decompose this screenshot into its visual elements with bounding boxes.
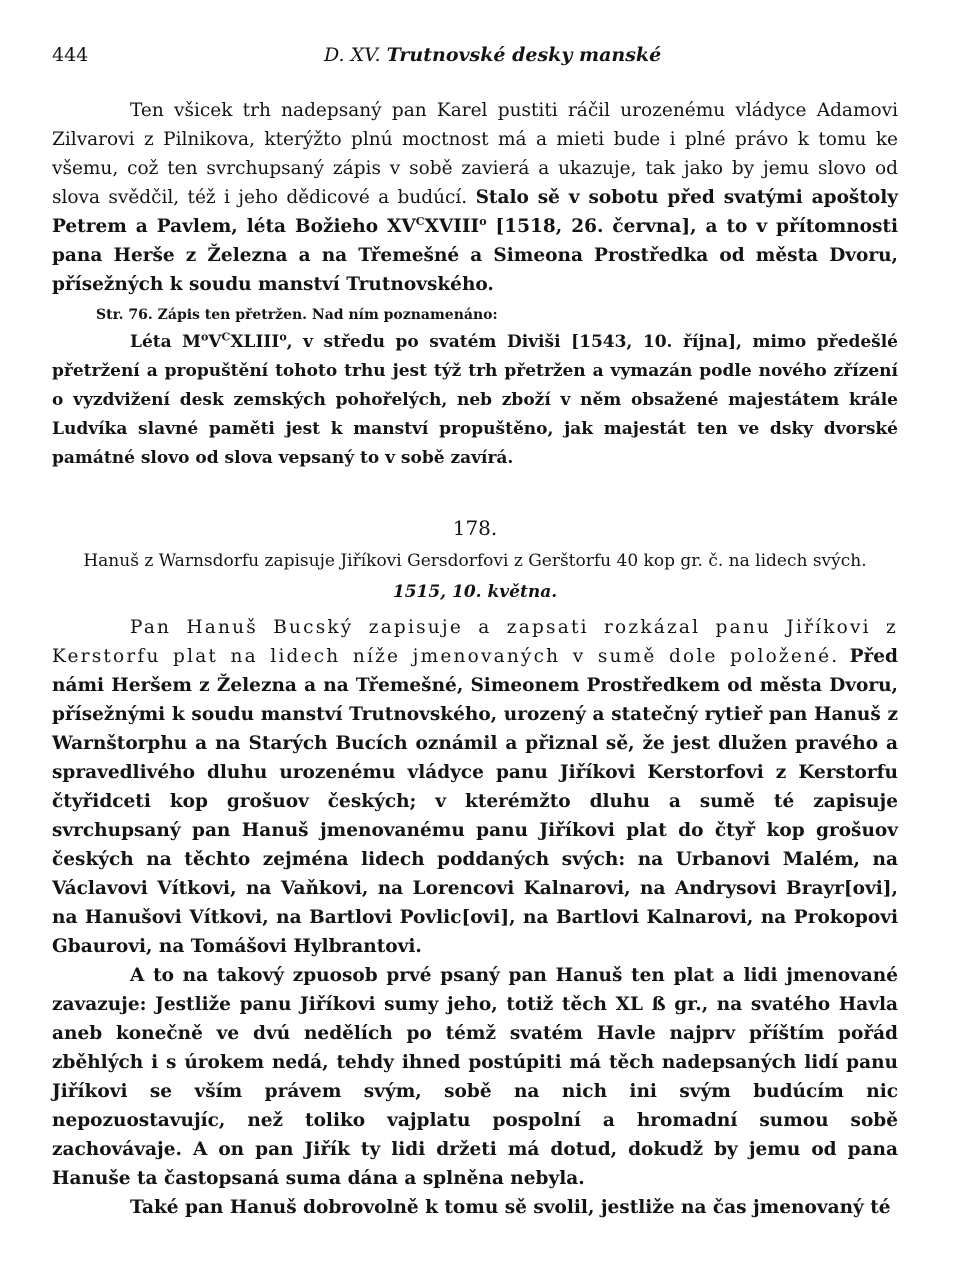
section-label: D. XV. — [324, 44, 381, 66]
dating-sup-2: o — [479, 214, 487, 228]
entry-number: 178. — [452, 516, 498, 540]
running-title-text: Trutnovské desky manské — [386, 44, 662, 66]
dating-text-a: Stalo sě v sobotu před svatými apoštoly Petrem a Pavlem, léta Božieho XV — [52, 187, 898, 237]
entry-178-body-text: Před námi Heršem z Železna a na Třemešné, Simeonem Prostředkem od města Dvoru, přísežnými k soudu manství Trutnovského, urozený a statečný rytieř pan Hanuš z Warnštorphu a na Starých Bucích oznámil a přiznal sě, že jest dlužen pravého a spravedlivého dluhu urozenému vládyce panu Jiříkovi Kerstorfovi z Kerstorfu čtyřidceti kop grošuov českých; v kterémžto dluhu a sumě té zapisuje svrchupsaný pan Hanuš jmenovanému panu Jiříkovi plat do čtyř kop grošuov českých na těchto zejména lidech poddaných svých: na Urbanovi Malém, na Václavovi Vítkovi, na Vaňkovi, na Lorencovi Kalnarovi, na Andrysovi Brayr[ovi], na Hanušovi Vítkovi, na Bartlovi Povlic[ovi], na Bartlovi Kalnarovi, na Prokopovi Gbaurovi, na Tomášovi Hylbrantovi. — [52, 646, 898, 957]
dating-sup-1: C — [415, 214, 425, 228]
entry-178-paragraph-2: A to na takový zpuosob prvé psaný pan Hanuš ten plat a lidi jmenované zavazuje: Jestliže panu Jiříkovi sumy jeho, totiž těch XL ß gr., na svatého Havla aneb konečně ve dvú nedělích po témž svatém Havle najprv příštím pořád zběhlých i s úrokem nedá, tehdy ihned postúpiti má těch nadepsaných lidí panu Jiříkovi se vším právem svým, sobě na nich ini svým budúcím nic nepozuostavujíc, než toliko vajplatu pospolní a hromadní sumou sobě zachovávaje. A on pan Jiřík ty lidi držeti má dotud, dokudž by jemu od pana Hanuše ta častopsaná suma dána a splněna nebyla. — [52, 965, 898, 1189]
annot-sup-1: o — [201, 330, 209, 344]
entry-178-paragraph-3: Také pan Hanuš dobrovolně k tomu sě svolil, jestliže na čas jmenovaný té — [130, 1197, 891, 1218]
page-number: 444 — [52, 44, 89, 66]
entry-178-paragraph-1 — [52, 613, 898, 961]
annot-b: V — [208, 332, 222, 352]
dating-text-b: XVIII — [424, 216, 480, 237]
page — [52, 44, 898, 1222]
dating-text-c: [1518, 26. června], a to v přítomnosti pana Herše z Železna a na Třemešné a Simeona Prostředka od města Dvoru, přísežných k soudu manství Trutnovského. — [52, 216, 899, 295]
entry-177-paragraph — [52, 96, 898, 299]
annot-sup-3: o — [279, 330, 287, 344]
annot-a: Léta M — [130, 332, 201, 352]
entry-regest: Hanuš z Warnsdorfu zapisuje Jiříkovi Gersdorfovi z Gerštorfu 40 kop gr. č. na lidech svých. — [83, 551, 867, 571]
page-header — [52, 44, 898, 84]
annot-d: , v středu po svatém Diviši [1543, 10. října], mimo předešlé přetržení a propuštění tohoto trhu jest týž trh přetržen a vymazán podle nového zřízení o vyzdvižení desk zemských pohořelých, neb zboží v něm obsažené majestátem krále Ludvíka slavné paměti jest k manství propuštěno, jak majestát ten ve dsky dvorské památné slovo od slova vepsaný to v sobě zavírá. — [52, 332, 898, 468]
entry-177-annotation — [52, 328, 898, 473]
annot-c: XLIII — [230, 332, 280, 352]
entry-177-text: Ten všicek trh nadepsaný pan Karel pustiti ráčil urozenému vládyce Adamovi Zilvarovi z Pilnikova, kterýžto plnú moctnost má a mieti bude i plné právo k tomu ke všemu, což ten svrchupsaný zápis v sobě zavierá a ukazuje, tak jako by jemu slovo od slova svědčil, též i jeho dědicové a budúcí. — [52, 100, 898, 208]
annot-sup-2: C — [221, 330, 231, 344]
editorial-note: Str. 76. Zápis ten přetržen. Nad ním poznamenáno: — [96, 307, 498, 323]
entry-date: 1515, 10. května. — [392, 582, 558, 602]
entry-178-heading-text: Pan Hanuš Bucský zapisuje a zapsati rozkázal panu Jiříkovi z Kerstorfu plat na lidech níže jmenovaných v sumě dole položené. — [52, 617, 898, 667]
running-title — [324, 44, 661, 66]
